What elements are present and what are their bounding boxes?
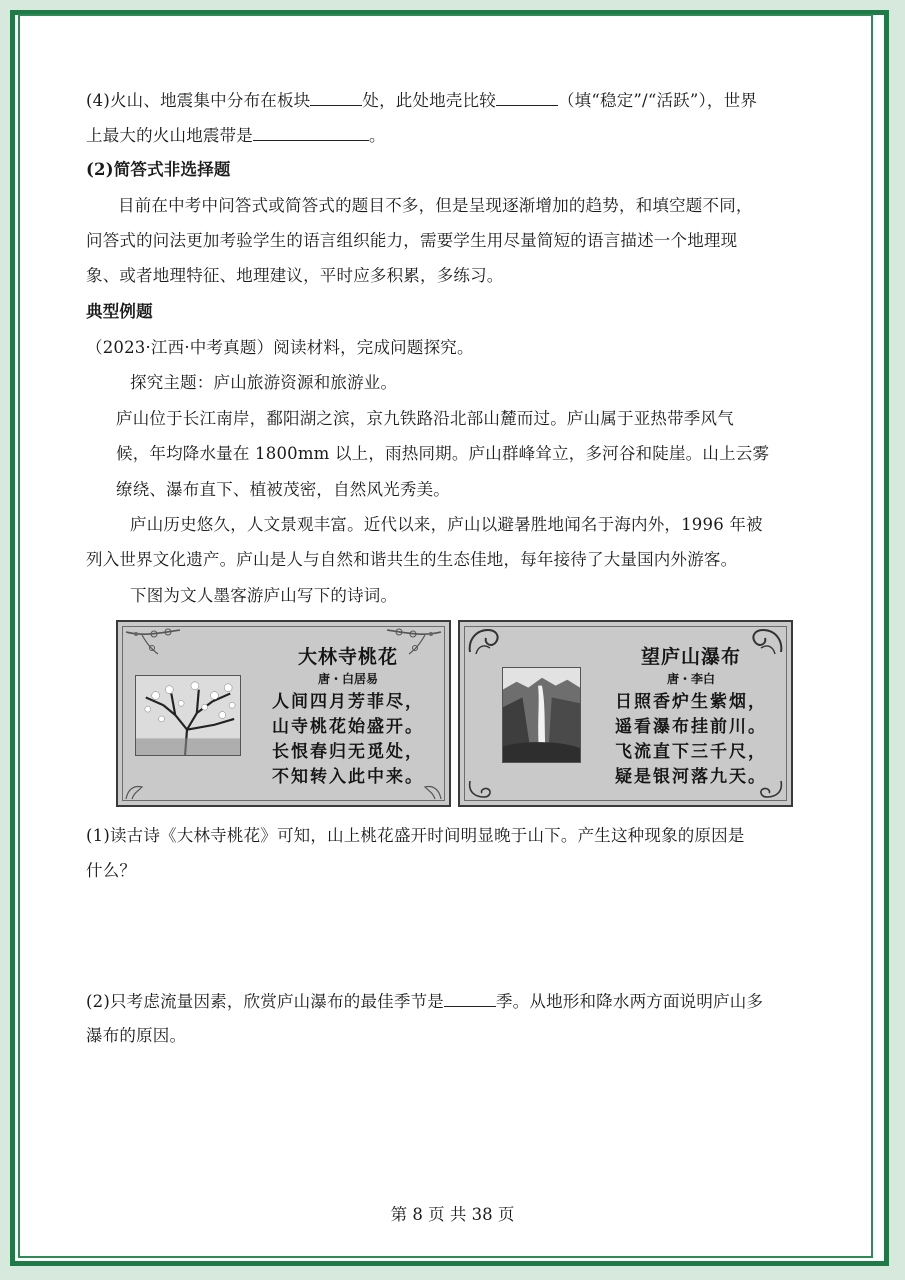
material-line: 庐山历史悠久，人文景观丰富。近代以来，庐山以避暑胜地闻名于海内外，1996 年被 (130, 515, 763, 534)
corner-flourish-icon (124, 779, 150, 801)
page-number: 第 8 页 共 38 页 (390, 1205, 515, 1224)
poem-lushan-waterfall (596, 644, 786, 790)
waterfall-photo (502, 667, 581, 763)
source-line: （2023·江西·中考真题）阅读材料，完成问题探究。 (86, 338, 474, 357)
poem-dalin-temple (258, 644, 438, 790)
plum-branch-ornament-icon (124, 626, 184, 660)
figure-intro: 下图为文人墨客游庐山写下的诗词。 (130, 586, 398, 605)
answer-blank[interactable] (310, 89, 362, 106)
question-4-text-c: （填“稳定”/“活跃”），世界 (557, 91, 758, 110)
question-4-line-1 (86, 89, 757, 112)
poem-author: 唐・李白 (666, 672, 715, 686)
poem-line: 日照香炉生紫烟， (615, 692, 767, 712)
section-2-title: (2)简答式非选择题 (86, 160, 231, 179)
theme-line: 探究主题：庐山旅游资源和旅游业。 (130, 373, 398, 392)
material-line: 候，年均降水量在 1800mm 以上，雨热同期。庐山群峰耸立，多河谷和陡崖。山上云雾 (116, 444, 770, 463)
material-line: 庐山位于长江南岸，鄱阳湖之滨，京九铁路沿北部山麓而过。庐山属于亚热带季风气 (116, 409, 734, 428)
question-2-text-a: (2)只考虑流量因素，欣赏庐山瀑布的最佳季节是 (86, 992, 444, 1011)
question-4-text-a: (4)火山、地震集中分布在板块 (86, 91, 311, 110)
question-4-text-e: 。 (369, 126, 386, 145)
intro-line: 象、或者地理特征、地理建议，平时应多积累，多练习。 (86, 266, 504, 285)
question-4-text-d: 上最大的火山地震带是 (86, 126, 253, 145)
poem-line: 山寺桃花始盛开。 (272, 717, 424, 737)
answer-blank[interactable] (444, 990, 496, 1007)
answer-blank[interactable] (253, 124, 369, 141)
intro-line: 目前在中考中问答式或简答式的题目不多，但是呈现逐渐增加的趋势，和填空题不同， (118, 196, 753, 215)
question-2-line-1 (86, 990, 763, 1013)
material-line: 缭绕、瀑布直下、植被茂密，自然风光秀美。 (116, 480, 450, 499)
poem-title: 大林寺桃花 (297, 646, 398, 668)
question-1-line: (1)读古诗《大林寺桃花》可知，山上桃花盛开时间明显晚于山下。产生这种现象的原因是 (86, 826, 745, 845)
question-4-text-b: 处，此处地壳比较 (362, 91, 496, 110)
cloud-scroll-ornament-icon (466, 777, 494, 801)
poem-line: 不知转入此中来。 (272, 767, 424, 787)
cloud-scroll-ornament-icon (466, 626, 502, 656)
material-line: 列入世界文化遗产。庐山是人与自然和谐共生的生态佳地，每年接待了大量国内外游客。 (86, 550, 738, 569)
question-4-line-2 (86, 124, 386, 147)
question-1-line: 什么？ (86, 861, 137, 880)
question-2-line-2: 瀑布的原因。 (86, 1026, 187, 1045)
poem-line: 人间四月芳菲尽， (272, 692, 424, 712)
poem-author: 唐・白居易 (317, 672, 378, 686)
poem-card-lushan-waterfall (458, 620, 793, 807)
peach-blossom-photo (135, 675, 241, 756)
poem-line: 飞流直下三千尺， (615, 742, 767, 762)
example-title: 典型例题 (86, 302, 153, 321)
poem-line: 长恨春归无觅处， (272, 742, 424, 762)
poem-line: 疑是银河落九天。 (615, 767, 767, 787)
answer-blank[interactable] (496, 89, 558, 106)
poem-line: 遥看瀑布挂前川。 (615, 717, 767, 737)
question-2-text-b: 季。从地形和降水两方面说明庐山多 (495, 992, 764, 1011)
poem-title: 望庐山瀑布 (640, 646, 741, 668)
intro-line: 问答式的问法更加考验学生的语言组织能力，需要学生用尽量简短的语言描述一个地理现 (86, 231, 738, 250)
poem-card-dalin-temple (116, 620, 451, 807)
